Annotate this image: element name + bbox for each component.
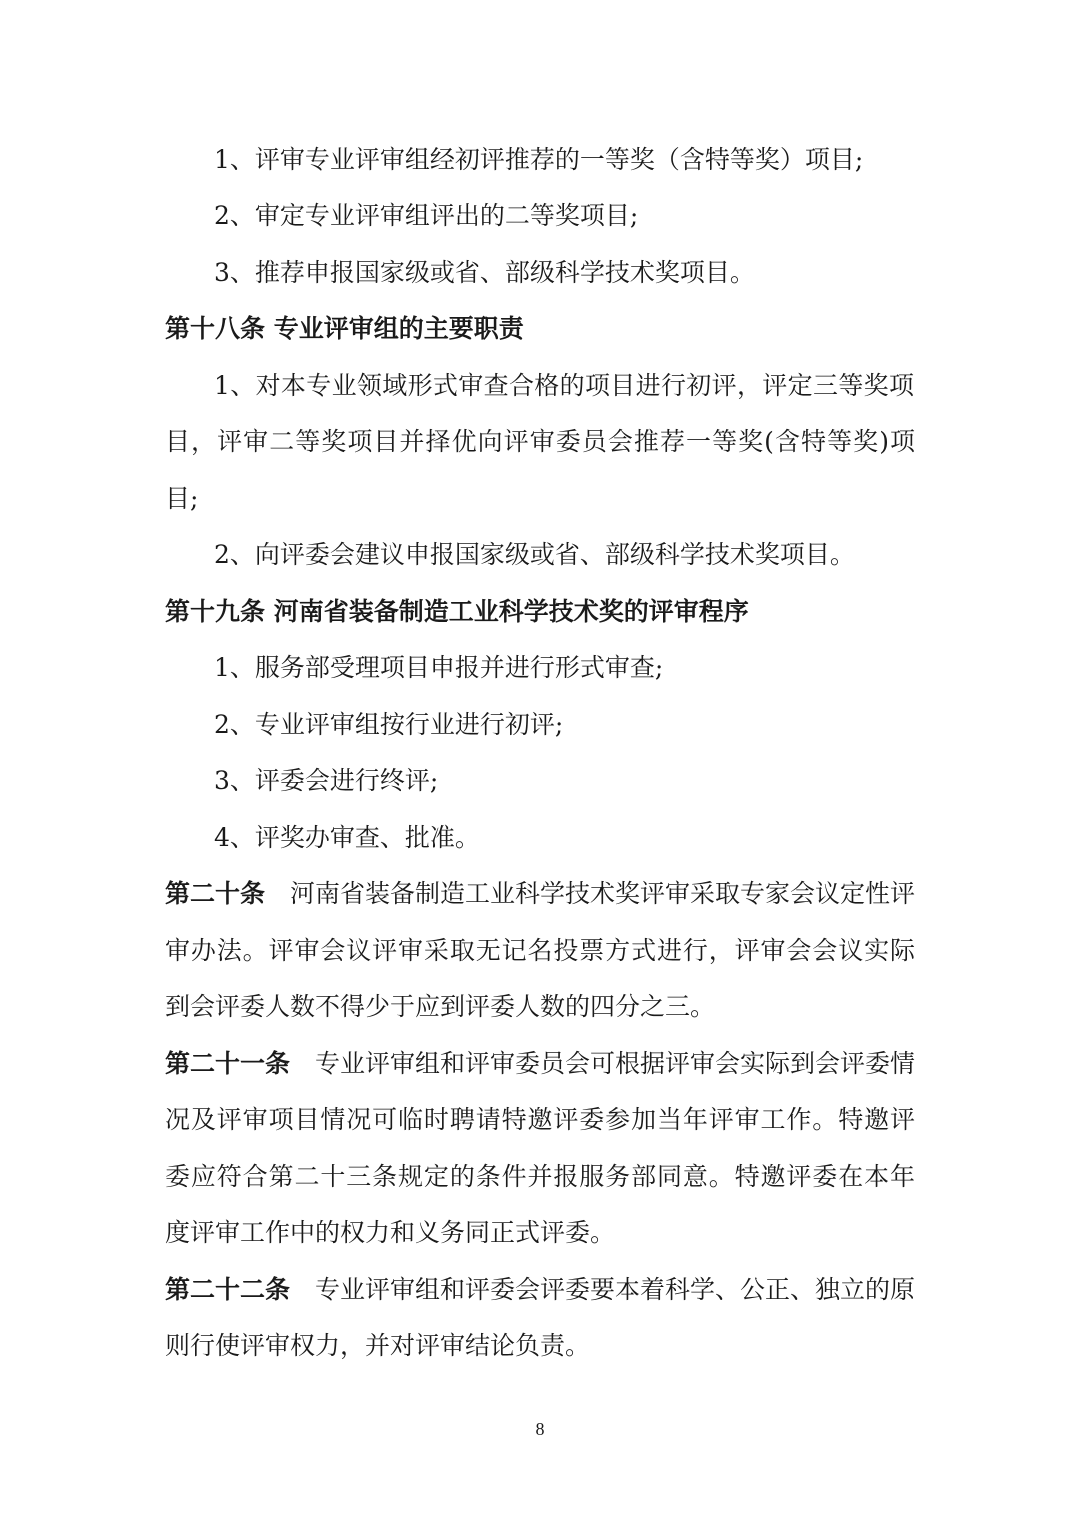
article-21-line: 度评审工作中的权力和义务同正式评委。: [165, 1218, 616, 1247]
list-item: 1、服务部受理项目申报并进行形式审查;: [214, 653, 664, 682]
article-18-heading: 第十八条 专业评审组的主要职责: [165, 314, 524, 343]
article-21-label: 第二十一条: [165, 1049, 291, 1078]
article-20-text: 河南省装备制造工业科学技术奖评审采取专家会议定性评: [290, 879, 916, 908]
article-20-line: 审办法。评审会议评审采取无记名投票方式进行，评审会会议实际: [165, 936, 915, 965]
article-22-text: 专业评审组和评委会评委要本着科学、公正、独立的原: [315, 1275, 916, 1304]
list-item: 1、评审专业评审组经初评推荐的一等奖（含特等奖）项目;: [214, 145, 864, 174]
article-20-label: 第二十条: [165, 879, 266, 908]
article-21-line: [165, 1047, 915, 1081]
article-18-item-1-line: 目，评审二等奖项目并择优向评审委员会推荐一等奖(含特等奖)项: [165, 427, 915, 456]
article-22-line: 则行使评审权力，并对评审结论负责。: [165, 1331, 591, 1360]
article-21-line: 况及评审项目情况可临时聘请特邀评委参加当年评审工作。特邀评: [165, 1105, 915, 1134]
article-19-heading: 第十九条 河南省装备制造工业科学技术奖的评审程序: [165, 597, 749, 626]
article-21-text: 专业评审组和评审委员会可根据评审会实际到会评委情: [315, 1049, 916, 1078]
article-18-item-2: 2、向评委会建议申报国家级或省、部级科学技术奖项目。: [214, 540, 855, 569]
list-item: 2、审定专业评审组评出的二等奖项目;: [214, 201, 639, 230]
article-20-line: [165, 877, 915, 911]
article-18-item-1-line: 目;: [165, 484, 199, 513]
list-item: 3、评委会进行终评;: [214, 766, 439, 795]
article-20-line: 到会评委人数不得少于应到评委人数的四分之三。: [165, 992, 716, 1021]
list-item: 2、专业评审组按行业进行初评;: [214, 710, 564, 739]
page-number: 8: [535, 1419, 545, 1439]
list-item: 4、评奖办审查、批准。: [214, 823, 480, 852]
article-22-line: [165, 1273, 915, 1307]
article-18-item-1-line: 1、对本专业领域形式审查合格的项目进行初评，评定三等奖项: [214, 371, 914, 400]
article-22-label: 第二十二条: [165, 1275, 291, 1304]
list-item: 3、推荐申报国家级或省、部级科学技术奖项目。: [214, 258, 755, 287]
article-21-line: 委应符合第二十三条规定的条件并报服务部同意。特邀评委在本年: [165, 1162, 915, 1191]
